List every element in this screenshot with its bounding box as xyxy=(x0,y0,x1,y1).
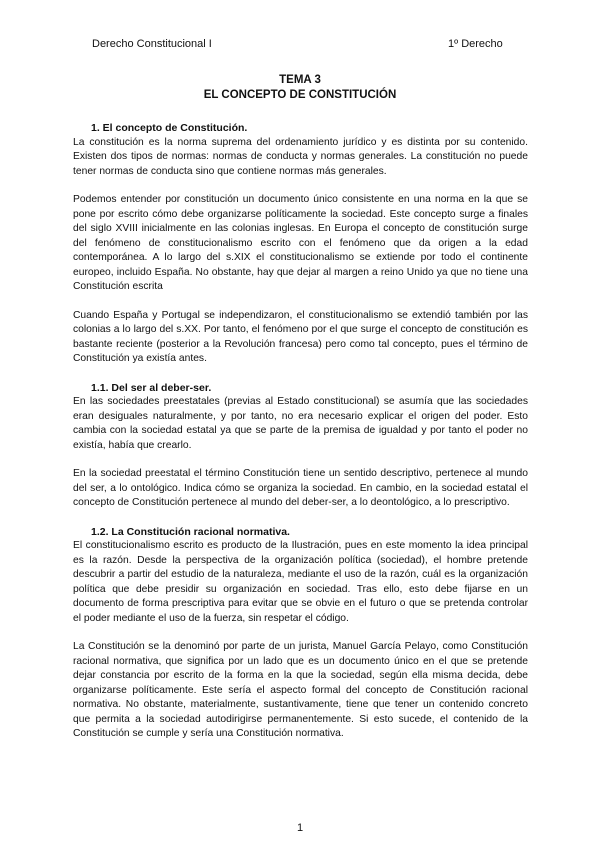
paragraph: Cuando España y Portugal se independizaron, el constitucionalismo se extendió también por las colonias a lo largo del s.XX. Por tanto, el fenómeno por el que surge el concepto de constitución es bastante reciente (posterior a la Revolución francesa) pero como tal concepto, pues el término de Constitución ya existía antes. xyxy=(73,309,528,364)
header-course-title: Derecho Constitucional I xyxy=(92,38,212,50)
paragraph: La constitución es la norma suprema del ordenamiento jurídico y es distinta por su contenido. Existen dos tipos de normas: normas de conducta y normas generales. La constitución no puede tener normas de conducta sino que contiene normas más generales. xyxy=(73,136,528,177)
title-line-2: EL CONCEPTO DE CONSTITUCIÓN xyxy=(203,89,397,101)
page-number: 1 xyxy=(296,822,304,834)
section-heading-1: 1. El concepto de Constitución. xyxy=(91,122,248,134)
section-heading-1-1: 1.1. Del ser al deber-ser. xyxy=(91,381,212,394)
title-line-1: TEMA 3 xyxy=(279,74,321,86)
document-body xyxy=(73,121,528,756)
document-title xyxy=(0,73,600,103)
paragraph: En las sociedades preestatales (previas al Estado constitucional) se asumía que las sociedades eran desiguales naturalmente, y por tanto, no era necesario explicar el origen del poder. Esto cambia con la sociedad estatal ya que se parte de la premisa de igualdad y por tanto el poder no existía, había que crearlo. xyxy=(73,396,528,451)
header-course-level: 1º Derecho xyxy=(448,38,503,50)
section-heading-1-2: 1.2. La Constitución racional normativa. xyxy=(91,525,290,538)
paragraph: El constitucionalismo escrito es producto de la Ilustración, pues en este momento la idea principal es la razón. Desde la perspectiva de la organización política (sociedad), el hombre pretende descubrir a partir del estudio de la naturaleza, mediante el uso de la razón, cuál es la organización política que debe presidir su organización en sociedad. Tras ello, esto debe fijarse en un documento de forma prescriptiva para evitar que se obvie en el futuro o que se pretenda controlar el poder mediante el uso de la fuerza, sin respetar el código. xyxy=(73,540,528,624)
paragraph: La Constitución se la denominó por parte de un jurista, Manuel García Pelayo, como Constitución racional normativa, que significa por un lado que es un documento único en el que se pretende dejar constancia por escrito de la forma en la que la sociedad, según ella misma decida, debe organizarse políticamente. Este sería el aspecto formal del concepto de Constitución racional normativa. No obstante, materialmente, sustantivamente, tiene que tener un contenido concreto que permita a la sociedad autodirigirse permanentemente. Si esto sucede, el contenido de la Constitución se cumple y sería una Constitución normativa. xyxy=(73,641,528,739)
paragraph: Podemos entender por constitución un documento único consistente en una norma en la que se pone por escrito cómo debe organizarse políticamente la sociedad. Este concepto surge a finales del siglo XVIII inicialmente en las colonias inglesas. En Europa el concepto de constitución surge del fenómeno de constitucionalismo escrito con el fenómeno que da origen a la edad contemporánea. A lo largo del s.XIX el constitucionalismo se extiende por todo el continente europeo, incluido España. No obstante, hay que dejar al margen a reino Unido ya que no tiene una Constitución escrita xyxy=(73,194,528,292)
paragraph: En la sociedad preestatal el término Constitución tiene un sentido descriptivo, pertenece al mundo del ser, a lo ontológico. Indica cómo se organiza la sociedad. En cambio, en la sociedad estatal el concepto de Constitución pertenece al mundo del deber-ser, a lo deontológico, a lo prescriptivo. xyxy=(73,468,528,508)
